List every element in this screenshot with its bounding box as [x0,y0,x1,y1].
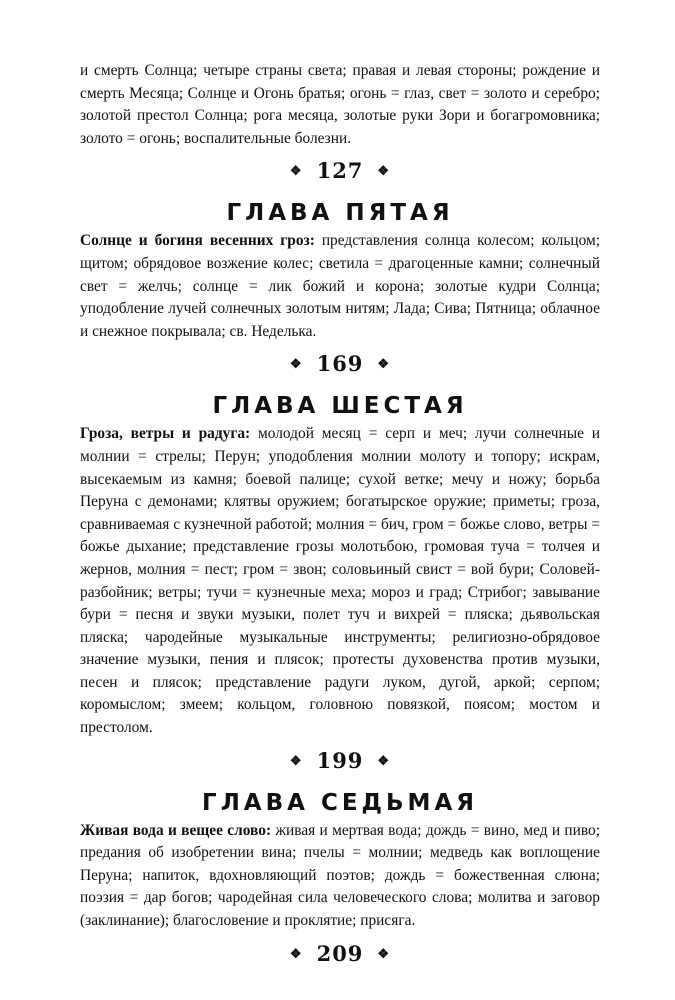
chapter-summary-text: живая и мертвая вода; дождь = вино, мед и пиво; предания об изобретении вина; пчелы = молнии; медведь как воплощение Перуна; напиток, вдохновляющий поэтов; дождь = божественная слюна; поэзия = дар богов; чародейная сила человеческого слова; молитва и заговор (заклинание); благословение и проклятие; присяга. [80,821,600,930]
ornament-icon: ❖ [377,357,391,373]
ornament-icon: ❖ [289,357,303,373]
book-page [80,60,600,974]
chapter-summary-text: молодой месяц = серп и меч; лучи солнечные и молнии = стрелы; Перун; уподобления молнии молоту и топору; искрам, высекаемым из камня; боевой палице; сухой ветке; мечу и ножу; борьба Перуна с демонами; клятвы оружием; богатырское оружие; приметы; гроза, сравниваемая с кузнечной работой; молния = бич, гром = божье слово, ветры = божье дыхание; представление грозы молотьбою, громовая туча = толчея и жернов, молния = пест; гром = звон; соловьиный свист = вой бури; Соловей-разбойник; ветры; тучи = кузнечные меха; мороз и град; Стрибог; завывание бури = песня и звуки музыки, полет туч и вихрей = пляска; дьявольская пляска; чародейные музыкальные инструменты; религиозно-обрядовое значение музыки, пения и плясок; протесты духовенства против музыки, песен и плясок; представление радуги луком, дугой, аркой; серпом; коромыслом; змеем; кольцом, головною повязкой, поясом; мостом и престолом. [80,425,601,737]
page-number-199 [80,747,600,776]
page-number-label: 209 [316,940,364,966]
ornament-icon: ❖ [377,164,391,180]
chapter-lead: Гроза, ветры и радуга: [80,425,251,443]
page-number-label: 169 [316,351,364,377]
ornament-icon: ❖ [377,753,391,769]
ornament-icon: ❖ [289,164,303,180]
chapter-lead: Живая вода и вещее слово: [80,821,272,839]
chapter-heading: ГЛАВА ПЯТАЯ [226,200,454,227]
chapter-summary-text: представления солнца колесом; кольцом; щитом; обрядовое возжение колес; светила = драгоценные камни; солнечный свет = желчь; солнце = лик божий и корона; золотые кудри Солнца; уподобление лучей солнечных золотым нитям; Лада; Сива; Пятница; облачное и снежное покрывала; св. Неделька. [80,232,600,340]
chapter-summary [80,230,600,343]
page-number-label: 127 [316,158,364,184]
ornament-icon: ❖ [289,946,303,962]
page-number-127 [80,157,600,186]
chapter-summary [80,820,600,933]
chapter-summary [80,423,600,739]
page-number-169 [80,350,600,379]
chapter-heading: ГЛАВА ШЕСТАЯ [212,393,468,420]
ornament-icon: ❖ [377,946,391,962]
page-number-209 [80,940,600,969]
intro-paragraph: и смерть Солнца; четыре страны света; правая и левая стороны; рождение и смерть Месяца; Солнце и Огонь братья; огонь = глаз, свет = золото и серебро; золотой престол Солнца; рога месяца, золотые руки Зори и богагромовника; золото = огонь; воспалительные болезни. [80,62,600,147]
chapter-lead: Солнце и богиня весенних гроз: [80,232,315,250]
ornament-icon: ❖ [289,753,303,769]
page-number-label: 199 [316,747,364,773]
chapter-heading: ГЛАВА СЕДЬМАЯ [202,789,478,816]
